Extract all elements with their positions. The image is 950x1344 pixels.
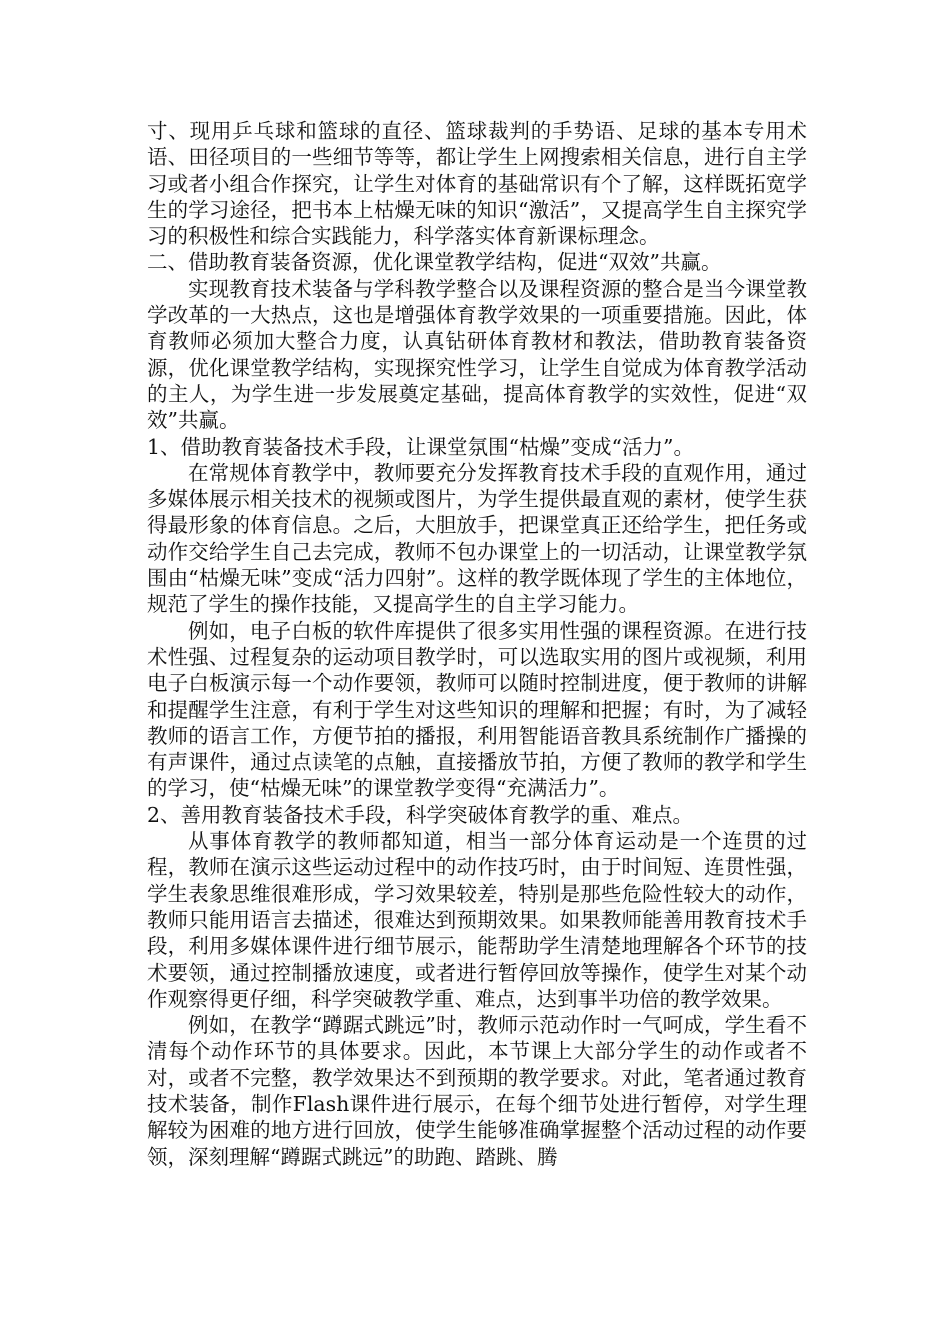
paragraph-body-continuation: 寸、现用乒乓球和篮球的直径、篮球裁判的手势语、足球的基本专用术语、田径项目的一些细节等等，都让学生上网搜索相关信息，进行自主学习或者小组合作探究，让学生对体育的基础常识有个了解，这样既拓宽学生的学习途径，把书本上枯燥无味的知识“激活”，又提高学生自主探究学习的积极性和综合实践能力，科学落实体育新课标理念。 [147,119,807,249]
paragraph-example: 例如，电子白板的软件库提供了很多实用性强的课程资源。在进行技术性强、过程复杂的运动项目教学时，可以选取实用的图片或视频，利用电子白板演示每一个动作要领，教师可以随时控制进度，便于教师的讲解和提醒学生注意，有利于学生对这些知识的理解和把握；有时，为了减轻教师的语言工作，方便节拍的播报，利用智能语音教具系统制作广播操的有声课件，通过点读笔的点触，直接播放节拍，方便了教师的教学和学生的学习，使“枯燥无味”的课堂教学变得“充满活力”。 [147,618,807,801]
paragraph-body: 实现教育技术装备与学科教学整合以及课程资源的整合是当今课堂教学改革的一大热点，这也是增强体育教学效果的一项重要措施。因此，体育教师必须加大整合力度，认真钻研体育教材和教法，借助教育装备资源，优化课堂教学结构，实现探究性学习，让学生自觉成为体育教学活动的主人，为学生进一步发展奠定基础，提高体育教学的实效性，促进“双效”共赢。 [147,276,807,433]
document-page [147,118,807,1170]
section-heading-two: 二、借助教育装备资源，优化课堂教学结构，促进“双效”共赢。 [147,250,722,275]
paragraph-body: 在常规体育教学中，教师要充分发挥教育技术手段的直观作用，通过多媒体展示相关技术的视频或图片，为学生提供最直观的素材，使学生获得最形象的体育信息。之后，大胆放手，把课堂真正还给学生，把任务或动作交给学生自己去完成，教师不包办课堂上的一切活动，让课堂教学氛围由“枯燥无味”变成“活力四射”。这样的教学既体现了学生的主体地位，规范了学生的操作技能，又提高学生的自主学习能力。 [147,460,807,617]
subsection-heading-one: 1、借助教育装备技术手段，让课堂氛围“枯燥”变成“活力”。 [147,434,694,459]
paragraph-body: 从事体育教学的教师都知道，相当一部分体育运动是一个连贯的过程，教师在演示这些运动过程中的动作技巧时，由于时间短、连贯性强，学生表象思维很难形成，学习效果较差，特别是那些危险性较大的动作，教师只能用语言去描述，很难达到预期效果。如果教师能善用教育技术手段，利用多媒体课件进行细节展示，能帮助学生清楚地理解各个环节的技术要领，通过控制播放速度，或者进行暂停回放等操作，使学生对某个动作观察得更仔细，科学突破教学重、难点，达到事半功倍的教学效果。 [147,829,807,1011]
paragraph-example: 例如，在教学“蹲踞式跳远”时，教师示范动作时一气呵成，学生看不清每个动作环节的具体要求。因此，本节课上大部分学生的动作或者不对，或者不完整，教学效果达不到预期的教学要求。对此，笔者通过教育技术装备，制作Flash课件进行展示，在每个细节处进行暂停，对学生理解较为困难的地方进行回放，使学生能够准确掌握整个活动过程的动作要领，深刻理解“蹲踞式跳远”的助跑、踏跳、腾 [147,1013,807,1169]
subsection-heading-two: 2、善用教育装备技术手段，科学突破体育教学的重、难点。 [147,802,694,827]
